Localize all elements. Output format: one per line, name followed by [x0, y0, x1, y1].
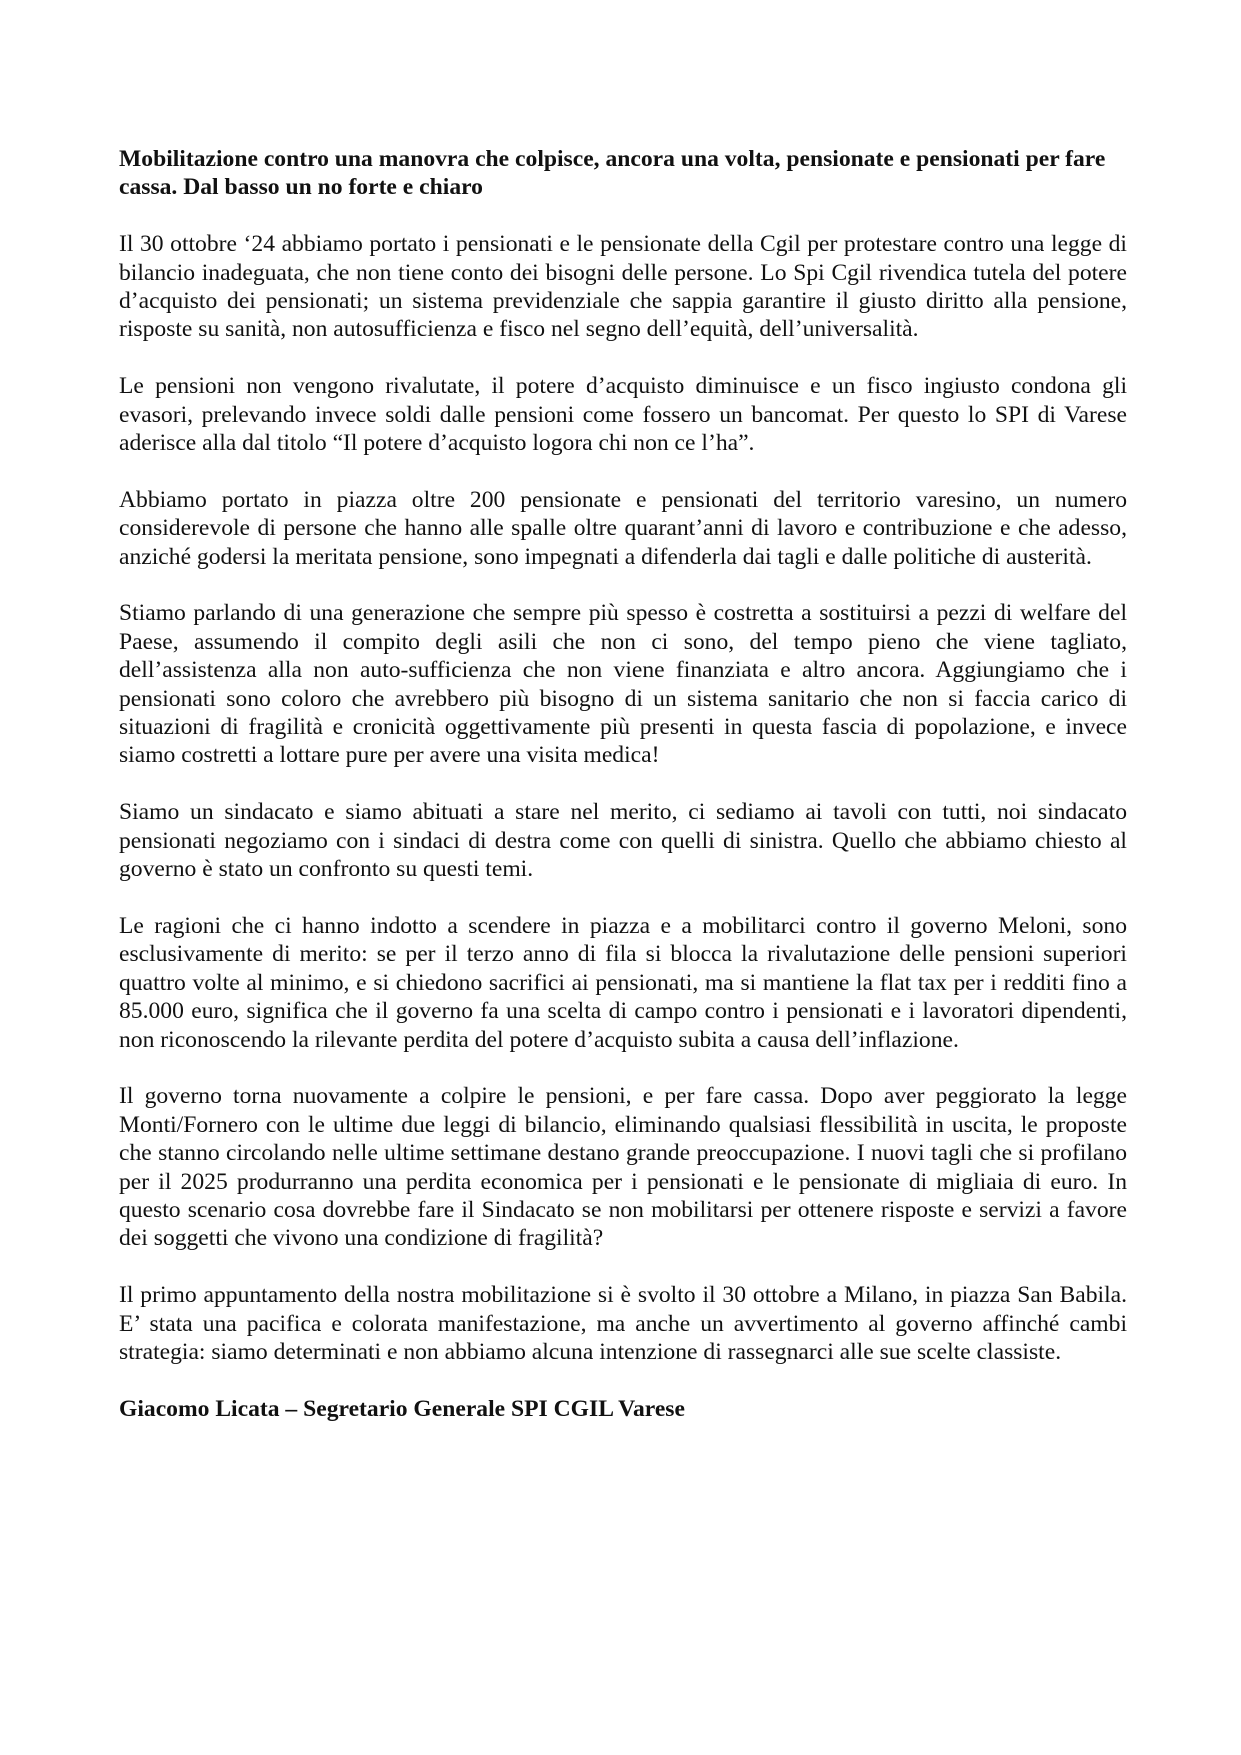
paragraph-governo: Il governo torna nuovamente a colpire le pensioni, e per fare cassa. Dopo aver peggiorato la legge Monti/Fornero con le ultime due leggi di bilancio, eliminando qualsiasi flessibilità in uscita, le proposte che stanno circolando nelle ultime settimane destano grande preoccupazione. I nuovi tagli che si profilano per il 2025 produrranno una perdita economica per i pensionati e le pensionate di migliaia di euro. In questo scenario cosa dovrebbe fare il Sindacato se non mobilitarsi per ottenere risposte e servizi a favore dei soggetti che vivono una condizione di fragilità?	[119, 1083, 1127, 1252]
signature: Giacomo Licata – Segretario Generale SPI CGIL Varese	[119, 1395, 685, 1422]
paragraph-pensioni: Le pensioni non vengono rivalutate, il potere d’acquisto diminuisce e un fisco ingiusto condona gli evasori, prelevando invece soldi dalle pensioni come fossero un bancomat. Per questo lo SPI di Varese aderisce alla dal titolo “Il potere d’acquisto logora chi non ce l’ha”.	[119, 373, 1127, 457]
paragraph-piazza: Abbiamo portato in piazza oltre 200 pensionate e pensionati del territorio varesino, un numero considerevole di persone che hanno alle spalle oltre quarant’anni di lavoro e contribuzione e che adesso, anziché godersi la meritata pensione, sono impegnati a difenderla dai tagli e dalle politiche di austerità.	[119, 486, 1127, 570]
paragraph-ragioni: Le ragioni che ci hanno indotto a scendere in piazza e a mobilitarci contro il governo Meloni, sono esclusivamente di merito: se per il terzo anno di fila si blocca la rivalutazione delle pensioni superiori quattro volte al minimo, e si chiedono sacrifici ai pensionati, ma si mantiene la flat tax per i redditi fino a 85.000 euro, significa che il governo fa una scelta di campo contro i pensionati e i lavoratori dipendenti, non riconoscendo la rilevante perdita del potere d’acquisto subita a causa dell’inflazione.	[119, 912, 1127, 1053]
paragraph-appuntamento: Il primo appuntamento della nostra mobilitazione si è svolto il 30 ottobre a Milano, in piazza San Babila. E’ stata una pacifica e colorata manifestazione, ma anche un avvertimento al governo affinché cambi strategia: siamo determinati e non abbiamo alcuna intenzione di rassegnarci alle sue scelte classiste.	[119, 1282, 1127, 1365]
paragraph-generazione: Stiamo parlando di una generazione che sempre più spesso è costretta a sostituirsi a pezzi di welfare del Paese, assumendo il compito degli asili che non ci sono, del tempo pieno che viene tagliato, dell’assistenza alla non auto-sufficienza che non viene finanziata e altro ancora. Aggiungiamo che i pensionati sono coloro che avrebbero più bisogno di un sistema sanitario che non si faccia carico di situazioni di fragilità e cronicità oggettivamente più presenti in questa fascia di popolazione, e invece siamo costretti a lottare pure per avere una visita medica!	[119, 600, 1127, 769]
paragraph-sindacato: Siamo un sindacato e siamo abituati a stare nel merito, ci sediamo ai tavoli con tutti, noi sindacato pensionati negoziamo con i sindaci di destra come con quelli di sinistra. Quello che abbiamo chiesto al governo è stato un confronto su questi temi.	[119, 799, 1127, 883]
document-title: Mobilitazione contro una manovra che colpisce, ancora una volta, pensionate e pensionati per fare cassa. Dal basso un no forte e chiaro	[119, 146, 1106, 201]
paragraph-intro: Il 30 ottobre ‘24 abbiamo portato i pensionati e le pensionate della Cgil per protestare contro una legge di bilancio inadeguata, che non tiene conto dei bisogni delle persone. Lo Spi Cgil rivendica tutela del potere d’acquisto dei pensionati; un sistema previdenziale che sappia garantire il giusto diritto alla pensione, risposte su sanità, non autosufficienza e fisco nel segno dell’equità, dell’universalità.	[119, 231, 1127, 343]
document-page	[119, 145, 1127, 1423]
